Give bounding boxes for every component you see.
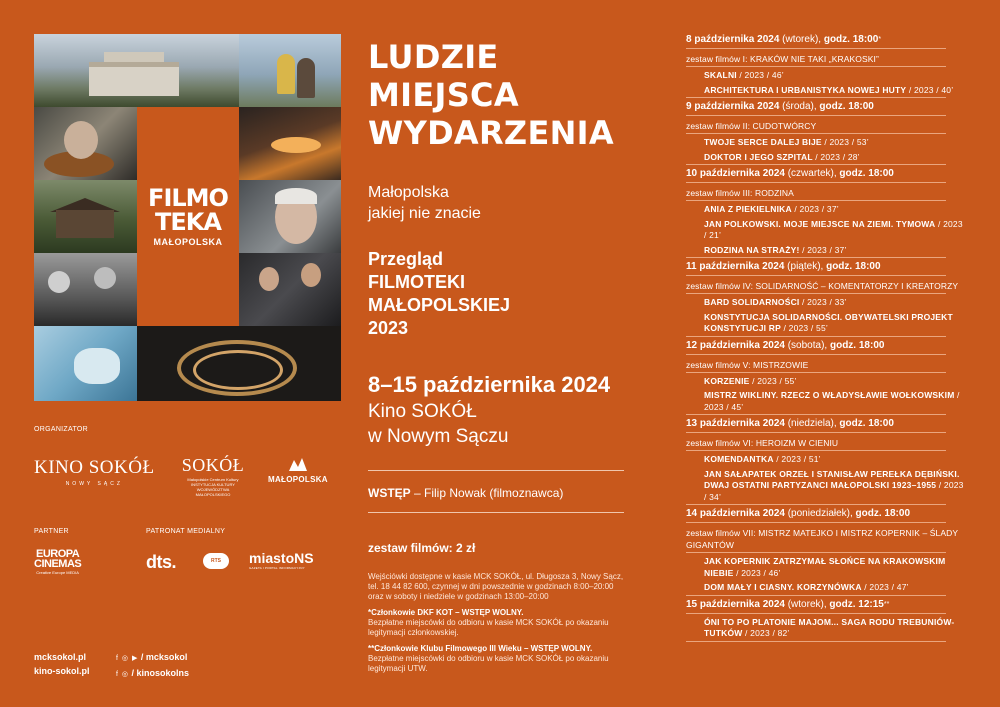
film-list (686, 70, 966, 96)
film-item (704, 376, 966, 388)
film-list (686, 556, 966, 594)
note2-title: **Członkowie Klubu Filmowego III Wieku – WSTĘP WOLNY. (368, 644, 593, 653)
film-item (704, 582, 966, 594)
film-title: BARD SOLIDARNOŚCI (704, 297, 800, 307)
divider (686, 275, 946, 276)
day-heading (686, 507, 966, 521)
day-name: (czwartek), (784, 168, 840, 179)
divider (686, 432, 946, 433)
malopolska-icon (287, 456, 309, 472)
set-title: zestaw filmów VI: HEROIZM W CIENIU (686, 438, 839, 448)
schedule-day (686, 33, 966, 98)
venue (368, 399, 508, 449)
photo-forge (239, 107, 341, 180)
ticket-text: Wejściówki dostępne w kasie MCK SOKÓŁ, ul. Długosza 3, Nowy Sącz, tel. 18 44 82 600, czynnej w dni powszednie w godzinach 8:00–20:00 oraz w soboty i niedziele w godzinach 13:00–20:00 (368, 572, 624, 601)
photo-collage (34, 34, 341, 401)
photo-archive (34, 253, 137, 326)
film-item (704, 297, 966, 309)
title-line: LUDZIE (368, 38, 499, 76)
film-title: DOKTOR I JEGO SZPITAL (704, 151, 813, 162)
film-title: TWOJE SERCE DALEJ BIJE (704, 137, 822, 147)
film-list (686, 204, 966, 256)
europa-logo-line1: EUROPA (35, 548, 80, 560)
film-list (686, 137, 966, 163)
film-item (704, 556, 966, 579)
divider (686, 66, 946, 67)
film-meta: / 2023 / 51’ (773, 454, 821, 464)
partner-label: PARTNER (34, 528, 69, 535)
kino-logo-text: KINO SOKÓŁ (34, 457, 155, 478)
film-title: JAK KOPERNIK ZATRZYMAŁ SŁOŃCE NA KRAKOWSKIM NIEBIE (704, 556, 946, 578)
malopolska-logo-text: MAŁOPOLSKA (268, 475, 328, 484)
day-time: godz. 18:00 (839, 418, 894, 429)
website-link[interactable]: kino-sokol.pl (34, 666, 90, 676)
europa-logo-subtext: Creative Europe MEDIA (36, 570, 79, 575)
film-title: JAN POLKOWSKI. MOJE MIEJSCE NA ZIEMI. TYMOWA (704, 218, 936, 229)
film-title: RODZINA NA STRAŻY! (704, 244, 800, 255)
divider (686, 257, 946, 258)
photo-wicker (137, 326, 341, 401)
patronage-label: PATRONAT MEDIALNY (146, 528, 226, 535)
photo-guitarist (34, 107, 137, 180)
organizer-label: ORGANIZATOR (34, 426, 88, 433)
day-name: (środa), (779, 101, 820, 112)
divider (686, 450, 946, 451)
subtitle-line: jakiej nie znacie (368, 205, 481, 222)
film-item (704, 312, 966, 335)
kino-logo-subtext: NOWY SĄCZ (65, 481, 123, 487)
venue-line: w Nowym Sączu (368, 426, 509, 447)
divider (686, 641, 946, 642)
film-item (704, 469, 966, 504)
rts-logo: RTS (203, 553, 229, 569)
note2-text: Bezpłatne miejscówki do odbioru w kasie MCK SOKÓŁ po okazaniu legitymacji UTW. (368, 654, 609, 673)
divider (686, 354, 946, 355)
schedule-day (686, 417, 966, 505)
filmoteka-logo (137, 107, 239, 326)
day-date: 12 października 2024 (686, 339, 785, 351)
social-row[interactable] (116, 666, 189, 682)
film-list (686, 376, 966, 414)
review-line: MAŁOPOLSKIEJ (368, 295, 511, 315)
review-line: 2023 (368, 318, 409, 338)
day-heading (686, 33, 966, 47)
sokol-logo-text: SOKÓŁ (181, 455, 245, 475)
day-time: godz. 18:00 (823, 34, 879, 45)
entry-label: WSTĘP (368, 486, 411, 500)
day-name: (sobota), (784, 339, 830, 351)
day-time: godz. 18:00 (855, 508, 911, 519)
divider (686, 552, 946, 553)
divider (686, 504, 946, 505)
day-name: (wtorek), (779, 34, 824, 45)
film-title: MISTRZ WIKLINY. RZECZ O WŁADYSŁAWIE WOŁKOWSKIM (704, 390, 955, 400)
photo-wooden-house (34, 180, 137, 253)
photo-building (34, 34, 239, 107)
day-date: 14 października 2024 (686, 508, 785, 519)
divider (686, 414, 946, 415)
day-date: 9 października 2024 (686, 101, 780, 112)
logo-line2: TEKA (155, 208, 221, 236)
photo-musicians (239, 253, 341, 326)
social-handle: / mcksokol (140, 652, 188, 662)
entry-info (368, 486, 563, 500)
set-title: zestaw filmów II: CUDOTWÓRCY (686, 121, 817, 131)
europa-cinemas-logo (34, 549, 81, 575)
film-item (704, 152, 966, 164)
social-icons: f ◎ ▶ (116, 655, 139, 662)
review-line: Przegląd (368, 249, 444, 269)
day-time: godz. 18:00 (839, 168, 894, 179)
film-meta: / 2023 / 21’ (704, 218, 963, 240)
set-title: zestaw filmów VII: MISTRZ MATEJKO I MISTRZ KOPERNIK – ŚLADY GIGANTÓW (686, 528, 958, 550)
film-list (686, 297, 966, 335)
review-title (368, 248, 510, 340)
title-line: MIEJSCA (368, 76, 519, 114)
dts-logo: dts. (146, 552, 177, 572)
miastons-logo (249, 550, 314, 570)
day-date: 10 października 2024 (686, 168, 785, 179)
day-date: 15 października 2024 (686, 598, 785, 610)
logo-line3: MAŁOPOLSKA (153, 237, 223, 247)
day-name: (piątek), (784, 261, 827, 272)
day-date: 11 października 2024 (686, 261, 785, 272)
set-title: zestaw filmów III: RODZINA (686, 188, 794, 198)
film-title: KOMENDANTKA (704, 454, 774, 464)
day-heading (686, 417, 966, 431)
europa-logo-line2: CINEMAS (34, 558, 82, 570)
miasto-logo-subtext: GAZETA I PORTAL INFORMACYJNY (249, 566, 305, 570)
schedule-day (686, 598, 966, 642)
film-item (704, 390, 966, 413)
film-meta: / 2023 / 46’ (733, 567, 781, 578)
photo-surgery (34, 326, 137, 401)
price: zestaw filmów: 2 zł (368, 541, 476, 555)
logo-line1: FILMO (148, 184, 228, 212)
film-item (704, 454, 966, 466)
divider (686, 613, 946, 614)
day-heading (686, 260, 966, 274)
film-item (704, 70, 966, 82)
film-title: DOM MAŁY I CIASNY. KORZYNÓWKA (704, 582, 862, 592)
set-title: zestaw filmów V: MISTRZOWIE (686, 359, 809, 370)
website-link[interactable]: mcksokol.pl (34, 652, 87, 662)
film-meta: / 2023 / 37’ (799, 244, 847, 255)
schedule-day (686, 339, 966, 416)
social-handle: / kinosokolns (131, 668, 190, 678)
day-note-mark: * (878, 36, 882, 43)
day-time: godz. 12:15 (829, 598, 884, 610)
divider (368, 470, 624, 471)
day-name: (poniedziałek), (784, 508, 856, 519)
day-heading (686, 167, 966, 181)
set-title: zestaw filmów I: KRAKÓW NIE TAKI „KRAKOSKI” (686, 54, 879, 64)
day-time: godz. 18:00 (826, 261, 881, 272)
divider (368, 512, 624, 513)
film-meta: / 2023 / 40’ (906, 84, 954, 95)
film-meta: / 2023 / 33’ (799, 297, 847, 307)
film-item (704, 204, 966, 216)
film-meta: / 2023 / 55’ (749, 375, 797, 386)
website-links (34, 650, 90, 678)
kino-sokol-logo (34, 457, 155, 487)
day-name: (wtorek), (784, 598, 830, 610)
film-meta: / 2023 / 45’ (704, 390, 960, 412)
divider (686, 595, 946, 596)
film-meta: / 2023 / 34’ (704, 480, 964, 502)
film-meta: / 2023 / 47’ (861, 582, 909, 592)
schedule (686, 32, 966, 644)
set-title: zestaw filmów IV: SOLIDARNOŚĆ – KOMENTATORZY I KREATORZY (686, 281, 959, 291)
mck-sokol-logo (181, 455, 245, 497)
film-meta: / 2023 / 46’ (736, 70, 784, 80)
day-heading (686, 598, 966, 612)
film-item (704, 245, 966, 257)
film-title: ÓNI TO PO PLATONIE MAJOM... SAGA RODU TREBUNIÓW-TUTKÓW (704, 616, 955, 638)
divider (686, 48, 946, 49)
subtitle (368, 182, 568, 224)
note1-title: *Członkowie DKF KOT – WSTĘP WOLNY. (368, 608, 524, 617)
social-links (116, 650, 189, 682)
divider (686, 97, 946, 98)
divider (686, 336, 946, 337)
sokol-logo-subtext: Małopolskie Centrum Kultury INSTYTUCJA KULTURY WOJEWÓDZTWA MAŁOPOLSKIEGO (187, 477, 239, 497)
note1-text: Bezpłatne miejscówki do odbioru w kasie MCK SOKÓŁ po okazaniu legitymacji członkowskiej. (368, 618, 609, 637)
review-line: FILMOTEKI (368, 272, 465, 292)
divider (686, 293, 946, 294)
subtitle-line: Małopolska (368, 184, 449, 201)
miasto-logo-text: miastoNS (249, 550, 314, 566)
day-heading (686, 339, 966, 353)
photo-older-man (239, 180, 341, 253)
day-time: godz. 18:00 (819, 101, 874, 112)
schedule-day (686, 260, 966, 337)
title-line: WYDARZENIA (368, 114, 614, 152)
divider (686, 133, 946, 134)
film-meta: / 2023 / 55’ (780, 323, 828, 333)
film-meta: / 2023 / 37’ (791, 204, 839, 214)
schedule-day (686, 167, 966, 258)
divider (686, 522, 946, 523)
schedule-day (686, 507, 966, 596)
film-item (704, 137, 966, 149)
film-title: JAN SAŁAPATEK ORZEŁ I STANISŁAW PEREŁKA DĘBIŃSKI. DWAJ OSTATNI PARTYZANCI MAŁOPOLSKI 1923–1955 (704, 468, 960, 490)
day-heading (686, 100, 966, 114)
social-row[interactable] (116, 650, 189, 666)
film-title: ARCHITEKTURA I URBANISTYKA NOWEJ HUTY (704, 84, 907, 95)
divider (686, 200, 946, 201)
film-meta: / 2023 / 82’ (742, 628, 790, 638)
event-dates: 8–15 października 2024 (368, 372, 611, 397)
malopolska-logo (268, 456, 328, 484)
social-icons: f ◎ (116, 671, 129, 678)
schedule-day (686, 100, 966, 165)
photo-lake-people (239, 34, 341, 107)
day-date: 13 października 2024 (686, 418, 785, 429)
film-title: KONSTYTUCJA SOLIDARNOŚCI. OBYWATELSKI PROJEKT KONSTYTUCJI RP (704, 311, 953, 333)
film-title: SKALNI (704, 70, 737, 80)
film-list (686, 454, 966, 503)
film-meta: / 2023 / 28’ (812, 151, 860, 162)
entry-text: – Filip Nowak (filmoznawca) (410, 486, 564, 500)
film-item (704, 85, 966, 97)
venue-line: Kino SOKÓŁ (368, 401, 477, 422)
film-title: KORZENIE (704, 375, 750, 386)
day-date: 8 października 2024 (686, 34, 780, 45)
day-time: godz. 18:00 (829, 339, 885, 351)
divider (686, 372, 946, 373)
divider (686, 164, 946, 165)
film-title: ANIA Z PIEKIELNIKA (704, 204, 792, 214)
divider (686, 182, 946, 183)
divider (686, 115, 946, 116)
film-list (686, 617, 966, 640)
main-title (368, 38, 614, 152)
day-name: (niedziela), (784, 418, 840, 429)
ticket-info (368, 572, 628, 680)
day-note-mark: ** (883, 600, 890, 608)
film-item (704, 219, 966, 242)
film-meta: / 2023 / 53’ (821, 137, 869, 147)
film-item (704, 617, 966, 640)
